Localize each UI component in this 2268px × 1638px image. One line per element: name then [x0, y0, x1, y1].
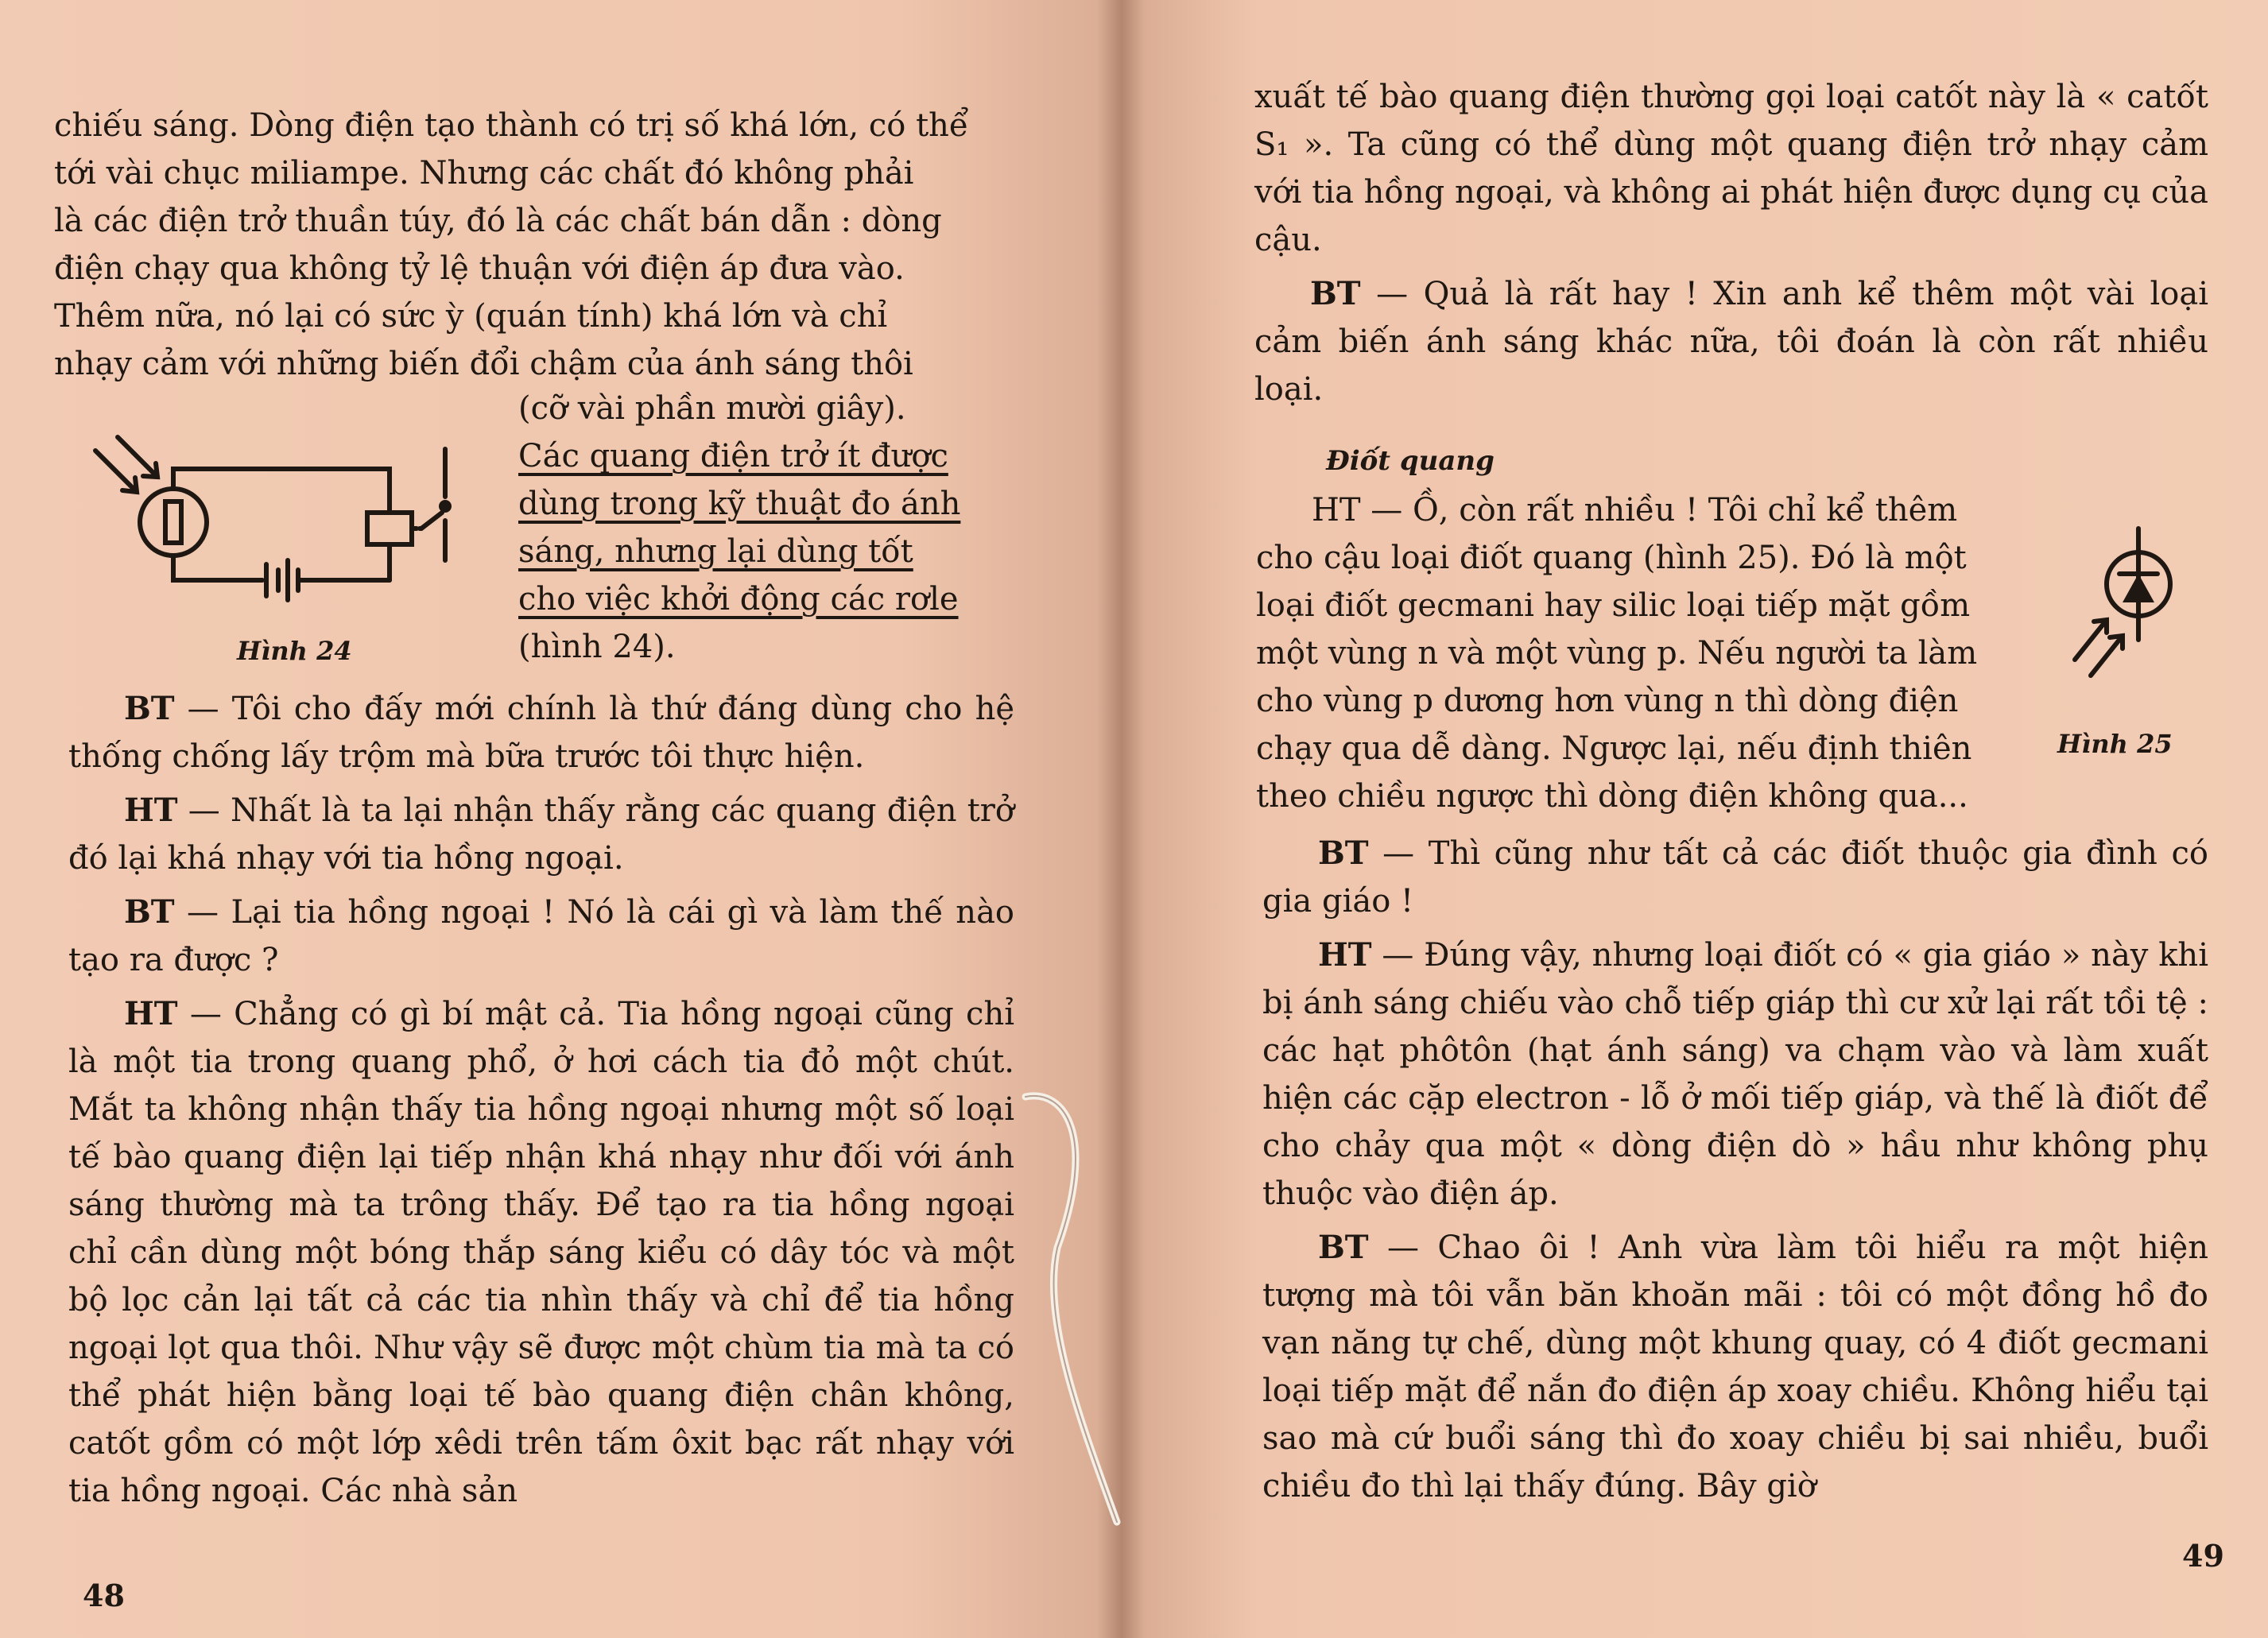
- paragraph-bt: [68, 685, 1014, 780]
- page-number-left: 48: [83, 1578, 125, 1613]
- paragraph-bt: [1262, 1224, 2208, 1510]
- paragraph-text: xuất tế bào quang điện thường gọi loại catốt này là « catốt S₁ ». Ta cũng có thể dùng một quang điện trở nhạy cảm với tia hồng ngoại, và không ai phát hiện được dụng cụ của cậu.: [1254, 79, 2208, 258]
- underlined-text: Các quang điện trở ít được: [518, 438, 948, 474]
- text-line: nhạy cảm với những biến đổi chậm của ánh sáng thôi: [54, 346, 913, 382]
- paragraph-text: — Chẳng có gì bí mật cả. Tia hồng ngoại cũng chỉ là một tia trong quang phổ, ở hơi cách tia đỏ một chút. Mắt ta không nhận thấy tia hồng ngoại nhưng một số loại tế bào quang điện lại tiếp nhận khá nhạy như đối với ánh sáng thường mà ta trông thấy. Để tạo ra tia hồng ngoại chỉ cần dùng một bóng thắp sáng kiểu có dây tóc và một bộ lọc cản lại tất cả các tia nhìn thấy và chỉ để tia hồng ngoại lọt qua thôi. Như vậy sẽ được một chùm tia mà ta có thể phát hiện bằng loại tế bào quang điện chân không, catốt gồm có một lớp xêdi trên tấm ôxit bạc rất nhạy với tia hồng ngoại. Các nhà sản: [68, 996, 1014, 1509]
- speaker-label: BT: [1310, 275, 1361, 312]
- speaker-label: HT: [124, 995, 178, 1032]
- underlined-text: dùng trong kỹ thuật đo ánh: [518, 486, 961, 522]
- paragraph-bt: [68, 889, 1014, 984]
- text-line: [518, 575, 1011, 623]
- figure-side-text: [518, 385, 1011, 671]
- paragraph-text: — Tôi cho đấy mới chính là thứ đáng dùng cho hệ thống chống lấy trộm mà bữa trước tôi thực hiện.: [68, 691, 1014, 775]
- section-heading: Điốt quang: [1326, 445, 1495, 477]
- paragraph-text: — Nhất là ta lại nhận thấy rằng các quang điện trở đó lại khá nhạy với tia hồng ngoại.: [68, 792, 1014, 877]
- underlined-text: cho việc khởi động các rơle: [518, 581, 959, 618]
- text-line: cho vùng p dương hơn vùng n thì dòng điện: [1256, 683, 1959, 719]
- text-line: một vùng n và một vùng p. Nếu người ta làm: [1256, 635, 1978, 672]
- left-top-paragraph: [54, 102, 992, 388]
- underlined-text: sáng, nhưng lại dùng tốt: [518, 533, 913, 570]
- figure-25-caption: Hình 25: [2057, 729, 2173, 759]
- text-line: là các điện trở thuần túy, đó là các chất bán dẫn : dòng: [54, 203, 942, 239]
- speaker-label: BT: [1318, 1229, 1369, 1266]
- paragraph-text: — Chao ôi ! Anh vừa làm tôi hiểu ra một hiện tượng mà tôi vẫn băn khoăn mãi : tôi có một đồng hồ đo vạn năng tự chế, dùng một khung quay, có 4 điốt gecmani loại tiếp mặt để nắn đo điện áp xoay chiều. Không hiểu tại sao mà cứ buổi sáng thì đo xoay chiều bị sai nhiều, buổi chiều đo thì lại thấy đúng. Bây giờ: [1262, 1229, 2208, 1504]
- photodiode-paragraph: [1256, 486, 2011, 820]
- text-line: [518, 432, 1011, 480]
- figure-24-photoresistor-circuit: [87, 433, 485, 616]
- paragraph-text: — Thì cũng như tất cả các điốt thuộc gia đình có gia giáo !: [1262, 835, 2208, 920]
- text-line: cho cậu loại điốt quang (hình 25). Đó là một: [1256, 540, 1967, 576]
- text-line: chiếu sáng. Dòng điện tạo thành có trị số khá lớn, có thể: [54, 107, 969, 144]
- text-line: tới vài chục miliampe. Nhưng các chất đó không phải: [54, 155, 914, 192]
- paragraph-text: — Lại tia hồng ngoại ! Nó là cái gì và làm thế nào tạo ra được ?: [68, 894, 1014, 978]
- bookmark-thread: [1010, 1089, 1137, 1534]
- text-line: [518, 480, 1011, 528]
- paragraph-ht: [1262, 931, 2208, 1218]
- page-number-right: 49: [2182, 1538, 2224, 1574]
- text-line: HT — Ồ, còn rất nhiều ! Tôi chỉ kể thêm: [1312, 492, 1958, 529]
- paragraph-bt: [1254, 270, 2208, 413]
- text-line: chạy qua dễ dàng. Ngược lại, nếu định thiên: [1256, 730, 1972, 767]
- text-line: theo chiều ngược thì dòng điện không qua...: [1256, 778, 1968, 815]
- text-line: loại điốt gecmani hay silic loại tiếp mặt gồm: [1256, 587, 1971, 624]
- speaker-label: BT: [124, 893, 175, 931]
- text-line: [518, 528, 1011, 575]
- right-page: [1121, 0, 2268, 1638]
- figure-25-photodiode-symbol: [2059, 525, 2186, 707]
- paragraph-text: — Đúng vậy, nhưng loại điốt có « gia giáo » này khi bị ánh sáng chiếu vào chỗ tiếp giáp thì cư xử lại rất tồi tệ : các hạt phôtôn (hạt ánh sáng) va chạm vào và làm xuất hiện các cặp electron - lỗ ở mối tiếp giáp, và thế là điốt để cho chảy qua một « dòng điện dò » hầu như không phụ thuộc vào điện áp.: [1262, 937, 2208, 1212]
- speaker-label: HT: [124, 792, 178, 829]
- text-line: điện chạy qua không tỷ lệ thuận với điện áp đưa vào.: [54, 250, 905, 287]
- text-line: (hình 24).: [518, 629, 676, 665]
- speaker-label: BT: [1318, 834, 1369, 872]
- paragraph-bt: [1262, 830, 2208, 925]
- text-line: (cỡ vài phần mười giây).: [518, 390, 906, 427]
- right-top-dialogue: [1254, 73, 2208, 413]
- right-dialogue: [1262, 830, 2208, 1510]
- left-page: [0, 0, 1121, 1638]
- paragraph-ht: [68, 990, 1014, 1515]
- figure-24-caption: Hình 24: [237, 636, 352, 666]
- speaker-label: HT: [1318, 936, 1372, 974]
- speaker-label: BT: [124, 690, 175, 727]
- paragraph-text: — Quả là rất hay ! Xin anh kể thêm một vài loại cảm biến ánh sáng khác nữa, tôi đoán là còn rất nhiều loại.: [1254, 276, 2208, 408]
- text-line: Thêm nữa, nó lại có sức ỳ (quán tính) khá lớn và chỉ: [54, 298, 888, 335]
- paragraph-ht: [68, 787, 1014, 882]
- left-dialogue: [68, 685, 1014, 1515]
